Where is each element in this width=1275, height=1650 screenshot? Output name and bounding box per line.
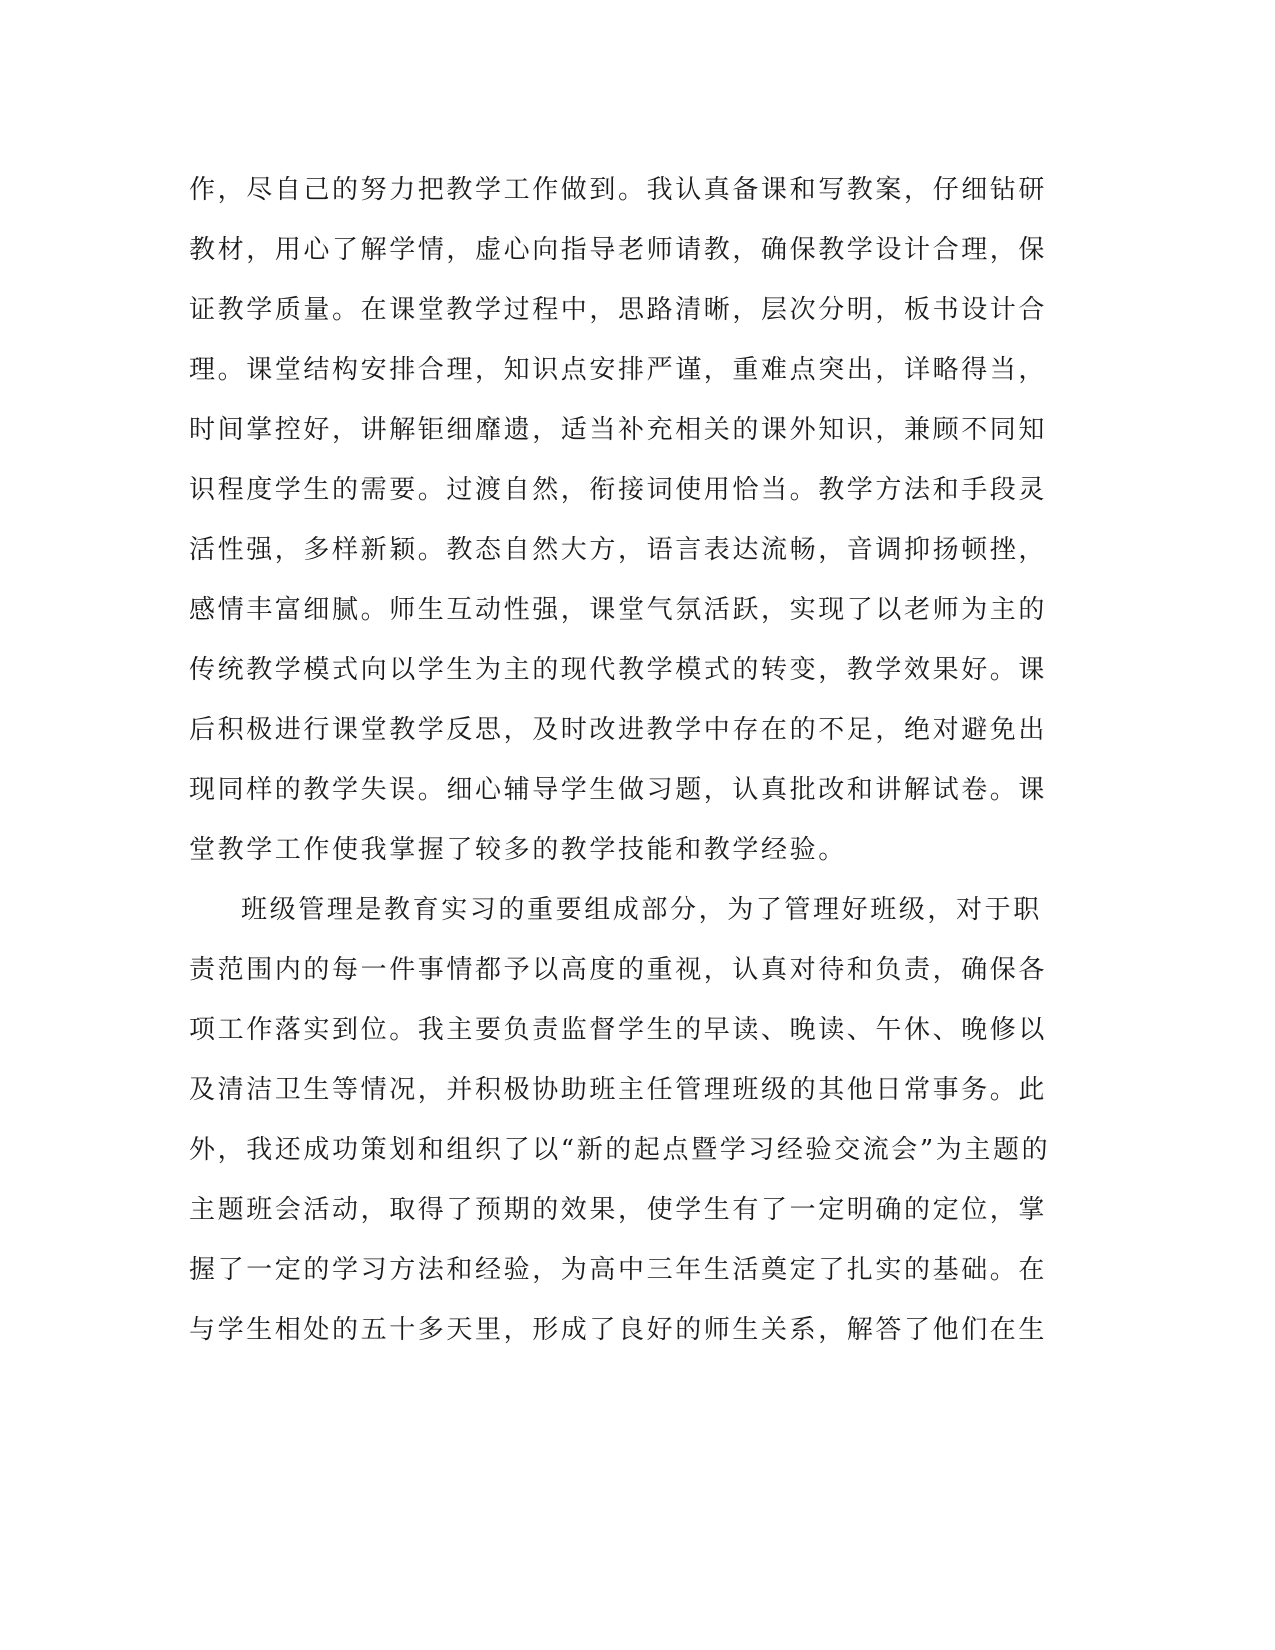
text-line: 握了一定的学习方法和经验，为高中三年生活奠定了扎实的基础。在 — [189, 1255, 1048, 1285]
document-body — [189, 160, 1069, 1360]
text-line: 理。课堂结构安排合理，知识点安排严谨，重难点突出，详略得当， — [189, 355, 1048, 385]
text-line: 外，我还成功策划和组织了以“新的起点暨学习经验交流会”为主题的 — [189, 1135, 1051, 1165]
text-line: 传统教学模式向以学生为主的现代教学模式的转变，教学效果好。课 — [189, 655, 1048, 685]
text-line: 与学生相处的五十多天里，形成了良好的师生关系，解答了他们在生 — [189, 1315, 1048, 1345]
text-line: 教材，用心了解学情，虚心向指导老师请教，确保教学设计合理，保 — [189, 235, 1048, 265]
text-line: 证教学质量。在课堂教学过程中，思路清晰，层次分明，板书设计合 — [189, 295, 1048, 325]
text-line: 作，尽自己的努力把教学工作做到。我认真备课和写教案，仔细钻研 — [189, 175, 1048, 205]
text-line: 识程度学生的需要。过渡自然，衔接词使用恰当。教学方法和手段灵 — [189, 475, 1048, 505]
paragraph-start-line: 班级管理是教育实习的重要组成部分，为了管理好班级，对于职 — [241, 895, 1042, 925]
text-line: 堂教学工作使我掌握了较多的教学技能和教学经验。 — [189, 835, 847, 865]
text-line: 主题班会活动，取得了预期的效果，使学生有了一定明确的定位，掌 — [189, 1195, 1048, 1225]
text-line: 及清洁卫生等情况，并积极协助班主任管理班级的其他日常事务。此 — [189, 1075, 1048, 1105]
text-line: 后积极进行课堂教学反思，及时改进教学中存在的不足，绝对避免出 — [189, 715, 1048, 745]
text-line: 责范围内的每一件事情都予以高度的重视，认真对待和负责，确保各 — [189, 955, 1048, 985]
text-line: 现同样的教学失误。细心辅导学生做习题，认真批改和讲解试卷。课 — [189, 775, 1048, 805]
text-line: 活性强，多样新颖。教态自然大方，语言表达流畅，音调抑扬顿挫， — [189, 535, 1048, 565]
text-line: 项工作落实到位。我主要负责监督学生的早读、晚读、午休、晚修以 — [189, 1015, 1048, 1045]
text-line: 时间掌控好，讲解钜细靡遗，适当补充相关的课外知识，兼顾不同知 — [189, 415, 1048, 445]
text-line: 感情丰富细腻。师生互动性强，课堂气氛活跃，实现了以老师为主的 — [189, 595, 1048, 625]
